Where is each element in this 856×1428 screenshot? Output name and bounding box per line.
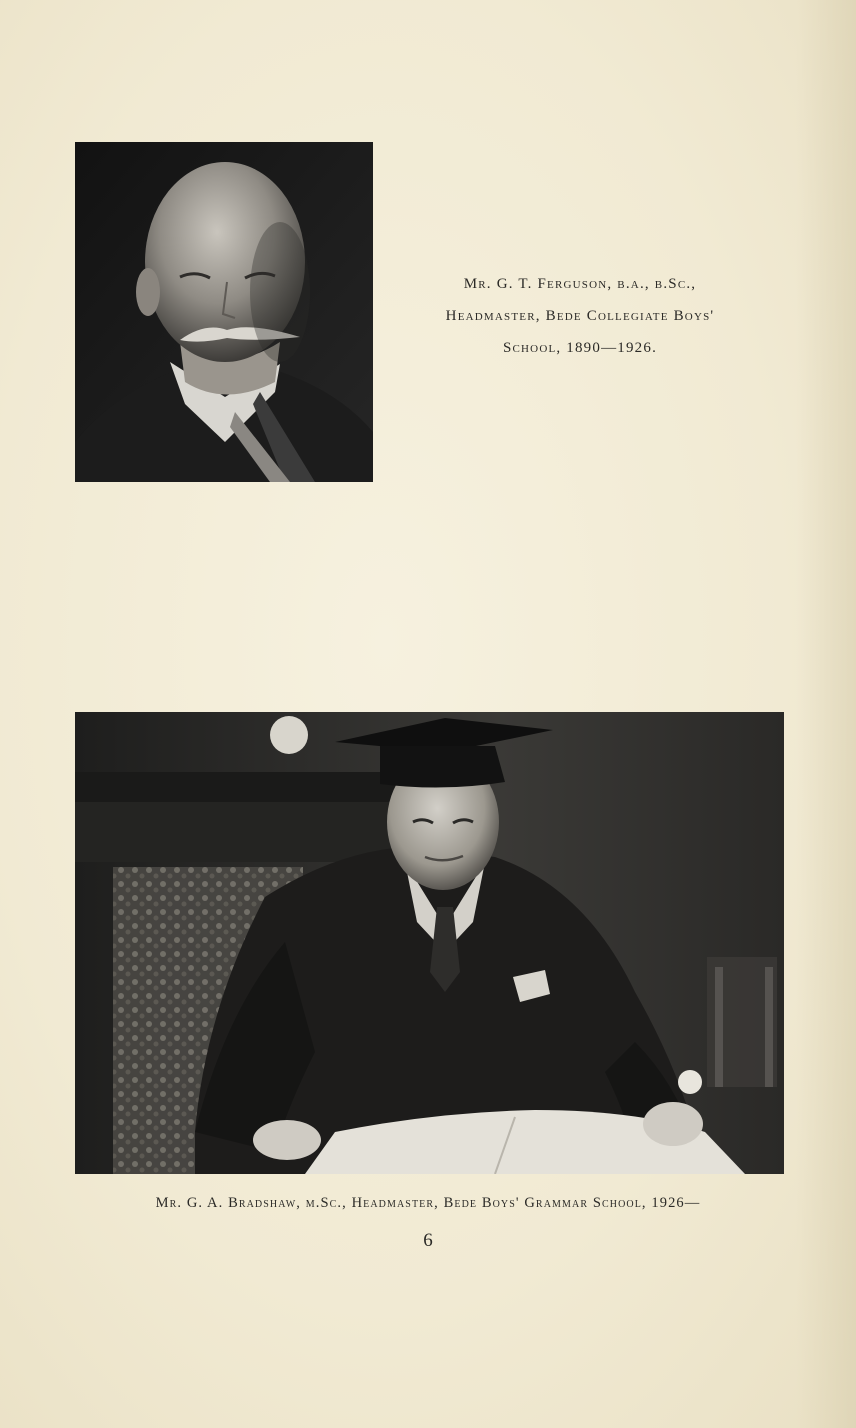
caption-line: Headmaster, Bede Collegiate Boys': [445, 308, 715, 324]
page-number: 6: [423, 1230, 433, 1251]
portrait-caption-bradshaw: Mr. G. A. Bradshaw, m.Sc., Headmaster, Bede Boys' Grammar School, 1926—: [155, 1195, 701, 1211]
portrait-photo-bradshaw: [75, 712, 784, 1174]
caption-line: Mr. G. T. Ferguson, b.a., b.Sc.,: [463, 276, 697, 292]
portrait-caption-ferguson: [390, 268, 770, 364]
portrait-photo-bradshaw-image: [75, 712, 784, 1174]
page-edge-shadow: [796, 0, 856, 1428]
portrait-photo-ferguson-image: [75, 142, 373, 482]
portrait-photo-ferguson: [75, 142, 373, 482]
caption-line: School, 1890—1926.: [502, 340, 658, 356]
